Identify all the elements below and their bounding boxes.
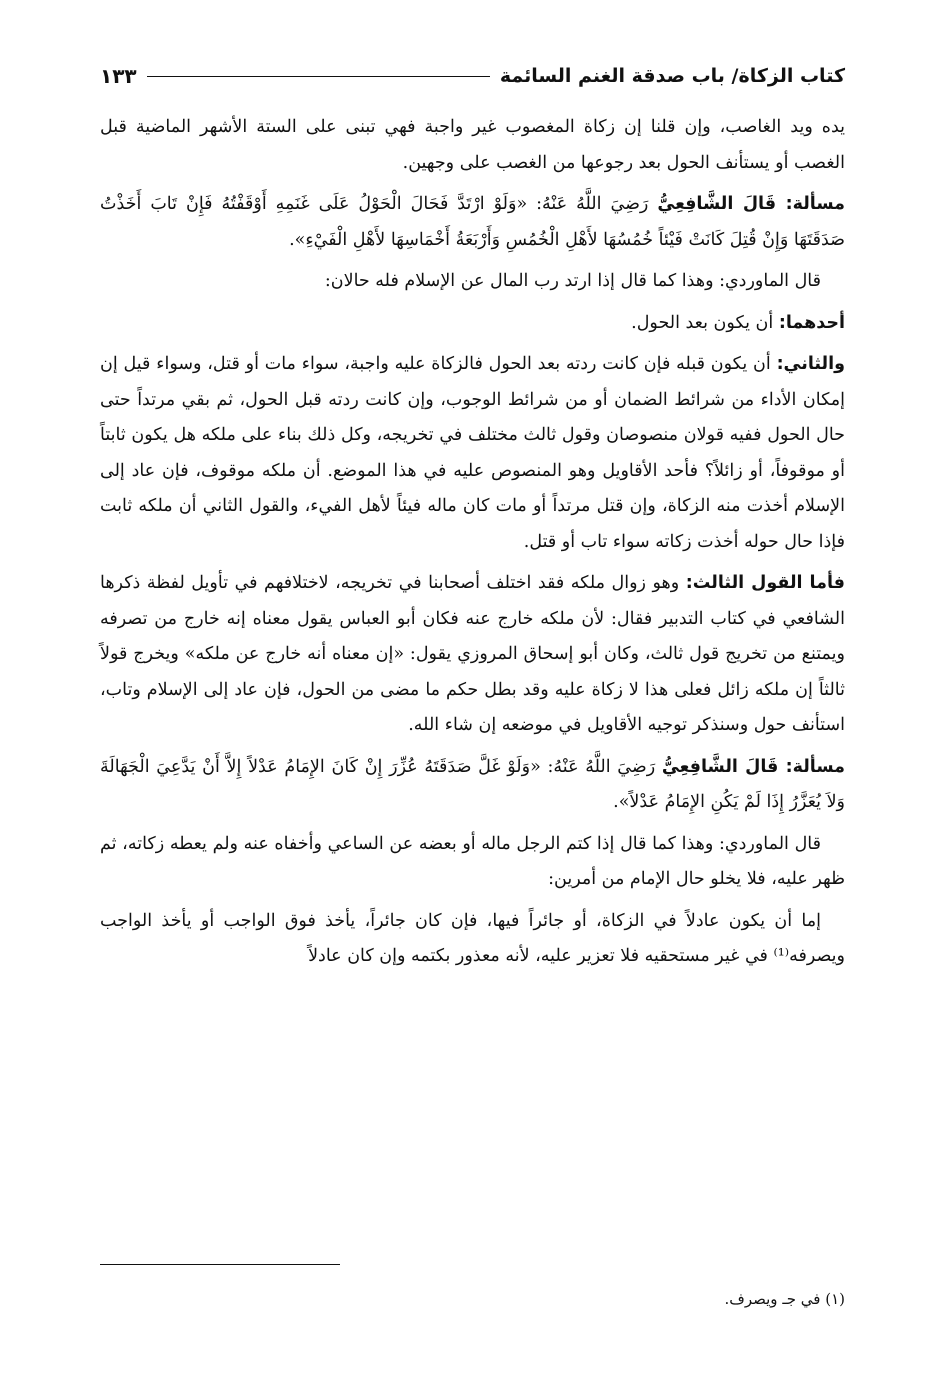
paragraph — [100, 347, 845, 560]
paragraph — [100, 750, 845, 821]
header-title: كتاب الزكاة/ باب صدقة الغنم السائمة — [499, 65, 845, 87]
paragraph-text: أن يكون قبله فإن كانت ردته بعد الحول فالزكاة عليه واجبة، سواء مات أو قتل، وسواء قيل إن إمكان الأداء من شرائط الضمان أو من شرائط الوجوب، وإن كانت ردته قبل الحول، ثم بقي مرتداً حتى حال الحول ففيه قولان منصوصان وقول ثالث مختلف في تخريجه، وكل ذلك بناء على ملكه هل يكون ثابتاً أو موقوفاً، أو زائلاً؟ فأحد الأقاويل وهو المنصوص عليه في هذا الموضع. أن ملكه موقوف، فإن عاد إلى الإسلام أخذت منه الزكاة، وإن قتل مرتداً أو مات كان ماله فيئاً لأهل الفيء، والقول الثاني أن ملكه ثابت فإذا حال حوله أخذت زكاته سواء تاب أو قتل. — [100, 354, 845, 552]
paragraph-lead: والثاني: — [776, 354, 845, 374]
paragraph-text: أن يكون بعد الحول. — [631, 312, 774, 333]
paragraph — [100, 110, 845, 181]
paragraph-lead: فأما القول الثالث: — [685, 573, 845, 593]
paragraph — [100, 904, 845, 975]
paragraph-text: رَضِيَ اللَّهُ عَنْهُ: «وَلَوْ ارْتَدَّ فَحَالَ الْحَوْلُ عَلَى غَنَمِهِ أَوْقَفْتُهُ فَإِنْ تَابَ أَخَذْتُ صَدَقَتَهَا وَإِنْ قُتِلَ كَانَتْ فَيْئاً خُمُسُهَا لأَهْلِ الْخُمُسِ وَأَرْبَعَةُ أَخْمَاسِهَا لأَهْلِ الْفَيْءِ». — [100, 194, 845, 250]
paragraph-text: إما أن يكون عادلاً في الزكاة، أو جائراً فيها، فإن كان جائراً، يأخذ فوق الواجب أو يأخذ الواجب ويصرفه⁽¹⁾ في غير مستحقيه فلا تعزير عليه، لأنه معذور بكتمه وإن كان عادلاً — [100, 910, 845, 966]
paragraph-text: قال الماوردي: وهذا كما قال إذا كتم الرجل ماله أو بعضه عن الساعي وأخفاه عنه ولم يعطه زكاته، ثم ظهر عليه، فلا يخلو حال الإمام من أمرين: — [100, 833, 845, 889]
footnote-text: في جـ ويصرف. — [724, 1290, 821, 1308]
paragraph-lead: أحدهما: — [778, 312, 845, 333]
paragraph-lead: مسألة: قَالَ الشَّافِعِيُّ — [661, 756, 845, 777]
paragraph-text: رَضِيَ اللَّهُ عَنْهُ: «وَلَوْ غَلَّ صَدَقَتَهُ عُزِّرَ إِنْ كَانَ الإِمَامُ عَدْلاً إِلاَّ أَنْ يَدَّعِيَ الْجَهَالَةَ وَلاَ يُعَزَّرُ إِذَا لَمْ يَكُنِ الإِمَامُ عَدْلاً». — [100, 756, 845, 812]
page-number: ١٣٣ — [100, 64, 137, 88]
footnote-rule — [100, 1264, 340, 1265]
paragraph — [100, 187, 845, 258]
paragraph — [100, 827, 845, 898]
paragraph — [100, 306, 845, 342]
paragraph-text: يده ويد الغاصب، وإن قلنا إن زكاة المغصوب غير واجبة فهي تبنى على الستة الأشهر الماضية قبل الغصب أو يستأنف الحول بعد رجوعها من الغصب على وجهين. — [100, 117, 845, 173]
header-rule — [147, 76, 490, 77]
paragraph — [100, 264, 845, 300]
paragraph-text: وهو زوال ملكه فقد اختلف أصحابنا في تخريجه، لاختلافهم في تأويل لفظة ذكرها الشافعي في كتاب التدبير فقال: لأن ملكه خارج عنه فكان أبو العباس يقول معناه إنه خارج من تصرفه ويمتنع من تخريج قول ثالث، وكان أبو إسحاق المروزي يقول: «إن معناه أنه خارج عن ملكه» ويخرج قولاً ثالثاً إن ملكه زائل فعلى هذا لا زكاة عليه وقد بطل حكم ما مضى من الحول، فإن عاد إلى الإسلام وتاب، استأنف حول وسنذكر توجيه الأقاويل في موضعه إن شاء الله. — [100, 573, 845, 735]
body-text — [100, 110, 845, 975]
footnote-marker: (١) — [825, 1290, 845, 1308]
footnote — [725, 1290, 845, 1308]
paragraph — [100, 566, 845, 744]
page — [100, 56, 845, 981]
paragraph-lead: مسألة: قَالَ الشَّافِعِيُّ — [657, 194, 845, 214]
paragraph-text: قال الماوردي: وهذا كما قال إذا ارتد رب المال عن الإسلام فله حالان: — [324, 271, 821, 291]
running-header — [100, 56, 845, 96]
